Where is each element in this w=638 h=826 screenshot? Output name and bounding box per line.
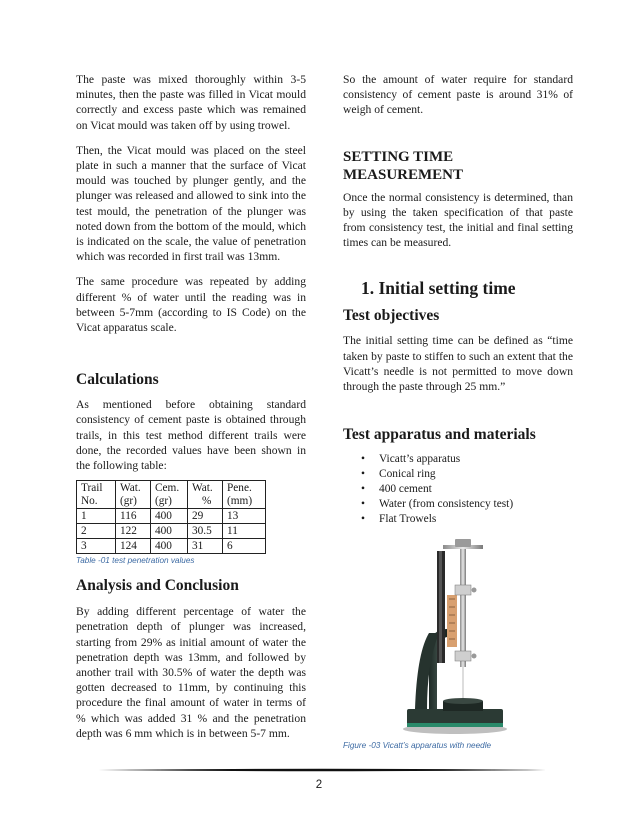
table-header-cell: Wat. % [188, 481, 223, 509]
test-objectives-text: The initial setting time can be defined as “time taken by paste to stiffen to such an extent that the Vicatt’s needle is not permitted to move down through the paste through 25 mm.” [343, 334, 573, 394]
table-cell: 31 [188, 539, 223, 554]
table-row [77, 509, 266, 524]
analysis-heading: Analysis and Conclusion [76, 577, 239, 595]
table-cell: 2 [77, 524, 116, 539]
table-cell: 400 [151, 539, 188, 554]
table-header-row [77, 481, 266, 509]
apparatus-list [343, 452, 573, 527]
table-cell: 116 [116, 509, 151, 524]
vicat-apparatus-image [343, 533, 573, 738]
table-header-cell: Trail No. [77, 481, 116, 509]
table-cell: 6 [223, 539, 266, 554]
table-header-cell: Wat. (gr) [116, 481, 151, 509]
apparatus-heading: Test apparatus and materials [343, 426, 536, 444]
table-cell: 30.5 [188, 524, 223, 539]
setting-time-text: Once the normal consistency is determined, than by using the taken specification of that paste from consistency test, the initial and final setting times can be measured. [343, 190, 573, 250]
vicat-apparatus-figure [343, 533, 573, 738]
table-cell: 400 [151, 509, 188, 524]
table-row [77, 539, 266, 554]
left-column [76, 72, 306, 741]
figure-caption: Figure -03 Vicatt’s apparatus with needle [343, 741, 492, 751]
calculations-heading: Calculations [76, 371, 159, 389]
table-cell: 13 [223, 509, 266, 524]
table-cell: 124 [116, 539, 151, 554]
initial-setting-heading: 1. Initial setting time [361, 278, 516, 299]
table-cell: 11 [223, 524, 266, 539]
analysis-text: By adding different percentage of water the penetration depth of plunger was increased, starting from 29% as initial amount of water the penetration depth was 13mm, and followed by another trail with 30.5% of water the depth was gotten decreased to 11mm, by continuing this procedure the final amount of water in terms of % which was added 31 % and the penetration depth was 6 mm which is in between 5-7 mm. [76, 605, 306, 740]
setting-time-heading: SETTING TIME MEASUREMENT [343, 148, 464, 183]
table-cell: 29 [188, 509, 223, 524]
table-header-cell: Pene. (mm) [223, 481, 266, 509]
paragraph-repeat-procedure: The same procedure was repeated by adding different % of water until the reading was in between 5-7mm (according to IS Code) on the Vicat apparatus scale. [76, 275, 306, 335]
footer-divider [98, 768, 546, 772]
table-caption: Table -01 test penetration values [76, 556, 195, 566]
paragraph-water-amount: So the amount of water require for standard consistency of cement paste is around 31% of weigh of cement. [343, 73, 573, 117]
list-item: • Conical ring [361, 468, 436, 481]
test-objectives-heading: Test objectives [343, 307, 440, 325]
table-cell: 122 [116, 524, 151, 539]
paragraph-mixing: The paste was mixed thoroughly within 3-5 minutes, then the paste was filled in Vicat mould correctly and excess paste which was remained on Vicat mould was taken off by using trowel. [76, 73, 306, 132]
right-column [343, 72, 573, 750]
paragraph-vicat-mould: Then, the Vicat mould was placed on the steel plate in such a manner that the surface of Vicat mould was touched by plunger gently, and the plunger was released and allowed to sink into the test mould, the penetration of the plunger was noted down from the bottom of the mould, which is indicated on the scale, the value of penetration which was recorded in first trail was 13mm. [76, 143, 306, 264]
page-number: 2 [315, 779, 323, 791]
table-header-cell: Cem. (gr) [151, 481, 188, 509]
list-item: • Vicatt’s apparatus [361, 453, 461, 466]
list-item: • 400 cement [361, 483, 432, 496]
table-row [77, 524, 266, 539]
list-item: • Flat Trowels [361, 513, 437, 526]
list-item: • Water (from consistency test) [361, 498, 514, 511]
penetration-table [76, 480, 266, 554]
table-cell: 400 [151, 524, 188, 539]
table-cell: 3 [77, 539, 116, 554]
table-cell: 1 [77, 509, 116, 524]
calculations-text: As mentioned before obtaining standard consistency of cement paste is obtained through trails, in this test method different trails were done, the recorded values have been shown in the following table: [76, 398, 306, 473]
